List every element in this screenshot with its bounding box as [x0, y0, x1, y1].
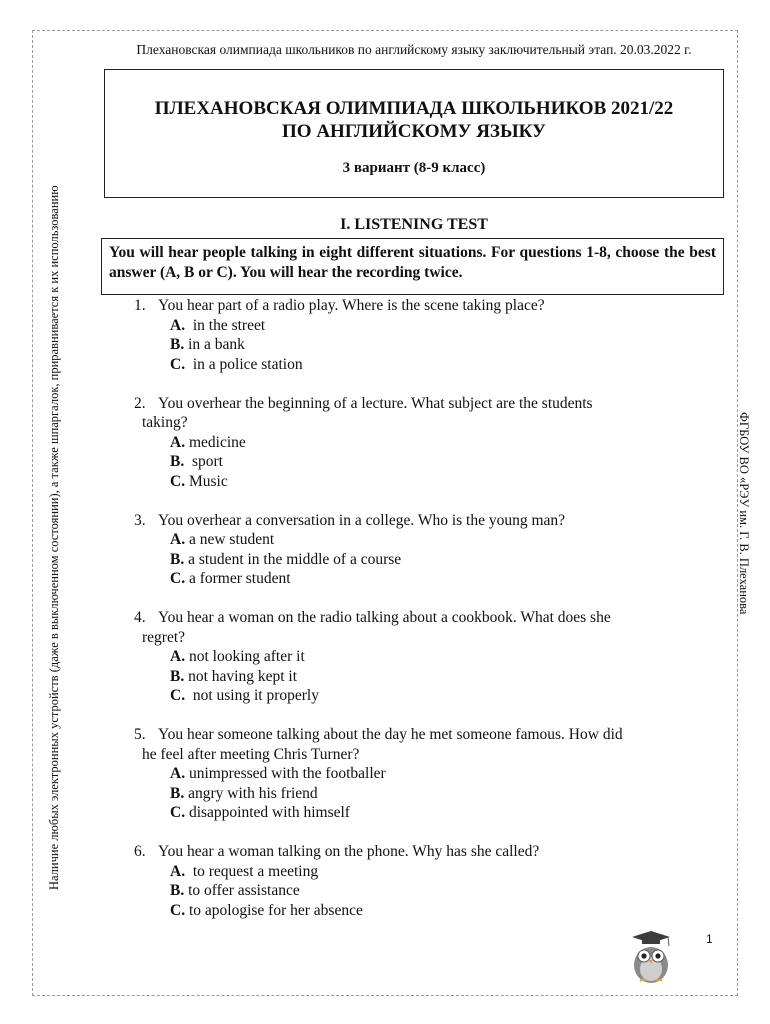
question-text-wrap	[142, 725, 716, 764]
option-text: a student in the middle of a course	[188, 550, 402, 568]
option-text: Music	[188, 472, 228, 490]
question-text-wrap	[158, 511, 716, 531]
question-text-continued: he feel after meeting Chris Turner?	[142, 745, 360, 763]
question-number: 2.	[134, 394, 146, 412]
option-letter: B.	[170, 667, 185, 685]
question-number: 4.	[134, 609, 146, 626]
option-text: not using it properly	[188, 687, 319, 704]
title-line-1: ПЛЕХАНОВСКАЯ ОЛИМПИАДА ШКОЛЬНИКОВ 2021/22	[154, 98, 674, 119]
question-stem	[128, 608, 728, 647]
option-text: to apologise for her absence	[188, 901, 363, 919]
answer-option	[170, 530, 728, 550]
question-text: You hear part of a radio play. Where is the scene taking place?	[158, 297, 545, 314]
option-letter: B.	[170, 882, 185, 899]
option-text: a former student	[188, 570, 291, 587]
option-letter: A.	[170, 648, 186, 665]
question-stem	[128, 511, 728, 531]
question-text-wrap	[142, 608, 716, 647]
right-margin-institution: ФГБОУ ВО «РЭУ им. Г. В. Плеханова	[737, 412, 751, 615]
option-letter: B.	[170, 550, 185, 568]
question-text: You hear someone talking about the day he met someone famous. How did	[158, 726, 623, 743]
option-text: medicine	[188, 433, 246, 451]
option-letter: C.	[170, 901, 186, 919]
option-text: sport	[188, 453, 223, 470]
question-stem	[128, 725, 728, 764]
variant-label: 3 вариант (8-9 класс)	[342, 160, 486, 176]
option-letter: C.	[170, 570, 186, 587]
answer-option	[170, 316, 728, 336]
question-text: You hear a woman talking on the phone. Why has she called?	[158, 843, 540, 860]
page-number: 1	[706, 932, 713, 946]
question-stem	[128, 296, 728, 316]
instructions-box: You will hear people talking in eight different situations. For questions 1-8, choose the best answer (A, B or C). You will hear the recording twice.	[101, 238, 724, 295]
question-number: 5.	[134, 726, 146, 743]
question-stem	[128, 842, 728, 862]
option-text: in a police station	[188, 355, 303, 373]
option-text: to request a meeting	[188, 862, 319, 880]
option-text: not looking after it	[188, 648, 305, 665]
answer-option	[170, 550, 728, 570]
answer-options	[128, 862, 728, 921]
question-list	[128, 296, 728, 940]
answer-option	[170, 569, 728, 589]
question-text: You overhear a conversation in a college. Who is the young man?	[158, 511, 566, 529]
question-item	[128, 511, 728, 589]
option-text: to offer assistance	[188, 882, 300, 899]
question-item	[128, 725, 728, 823]
answer-option	[170, 784, 728, 804]
answer-options	[128, 530, 728, 589]
title-line-2: ПО АНГЛИЙСКОМУ ЯЗЫКУ	[282, 121, 546, 142]
left-margin-notice: Наличие любых электронных устройств (даже в выключенном состоянии), а также шпаргалок, приравнивается к их использованию	[47, 185, 61, 890]
option-letter: A.	[170, 862, 186, 880]
option-letter: A.	[170, 531, 186, 548]
answer-option	[170, 803, 728, 823]
option-letter: B.	[170, 336, 185, 353]
question-number: 6.	[134, 843, 146, 860]
option-text: not having kept it	[188, 667, 298, 685]
option-letter: C.	[170, 687, 186, 704]
answer-options	[128, 433, 728, 492]
option-text: in the street	[188, 316, 266, 334]
option-text: in a bank	[188, 336, 245, 353]
answer-option	[170, 686, 728, 706]
option-text: unimpressed with the footballer	[188, 765, 386, 782]
answer-option	[170, 355, 728, 375]
answer-option	[170, 764, 728, 784]
question-number: 3.	[134, 511, 146, 529]
option-letter: B.	[170, 453, 185, 470]
section-heading: I. LISTENING TEST	[340, 216, 488, 233]
question-text-wrap	[142, 394, 716, 433]
question-text-continued: taking?	[142, 414, 188, 431]
question-text-wrap	[158, 842, 716, 862]
answer-option	[170, 881, 728, 901]
option-letter: A.	[170, 316, 186, 334]
question-number: 1.	[134, 297, 146, 314]
answer-option	[170, 901, 728, 921]
question-text: You overhear the beginning of a lecture. What subject are the students	[158, 394, 593, 412]
option-letter: A.	[170, 433, 186, 451]
question-item	[128, 394, 728, 492]
answer-option	[170, 667, 728, 687]
answer-option	[170, 433, 728, 453]
question-item	[128, 608, 728, 706]
owl-graduate-icon	[628, 929, 674, 985]
option-text: a new student	[188, 531, 275, 548]
option-letter: A.	[170, 765, 186, 782]
answer-options	[128, 647, 728, 706]
answer-option	[170, 472, 728, 492]
question-stem	[128, 394, 728, 433]
question-text-wrap	[158, 296, 716, 316]
answer-option	[170, 335, 728, 355]
answer-options	[128, 764, 728, 823]
option-letter: C.	[170, 472, 186, 490]
title-box	[104, 69, 724, 198]
question-item	[128, 842, 728, 920]
option-letter: C.	[170, 355, 186, 373]
option-letter: C.	[170, 804, 186, 821]
question-text-continued: regret?	[142, 628, 186, 646]
question-text: You hear a woman on the radio talking about a cookbook. What does she	[158, 609, 611, 626]
answer-option	[170, 647, 728, 667]
option-text: disappointed with himself	[188, 804, 350, 821]
option-letter: B.	[170, 784, 185, 802]
answer-options	[128, 316, 728, 375]
answer-option	[170, 862, 728, 882]
option-text: angry with his friend	[188, 784, 318, 802]
question-item	[128, 296, 728, 374]
answer-option	[170, 452, 728, 472]
running-header: Плехановская олимпиада школьников по английскому языку заключительный этап. 20.03.2022 г.	[136, 42, 692, 57]
